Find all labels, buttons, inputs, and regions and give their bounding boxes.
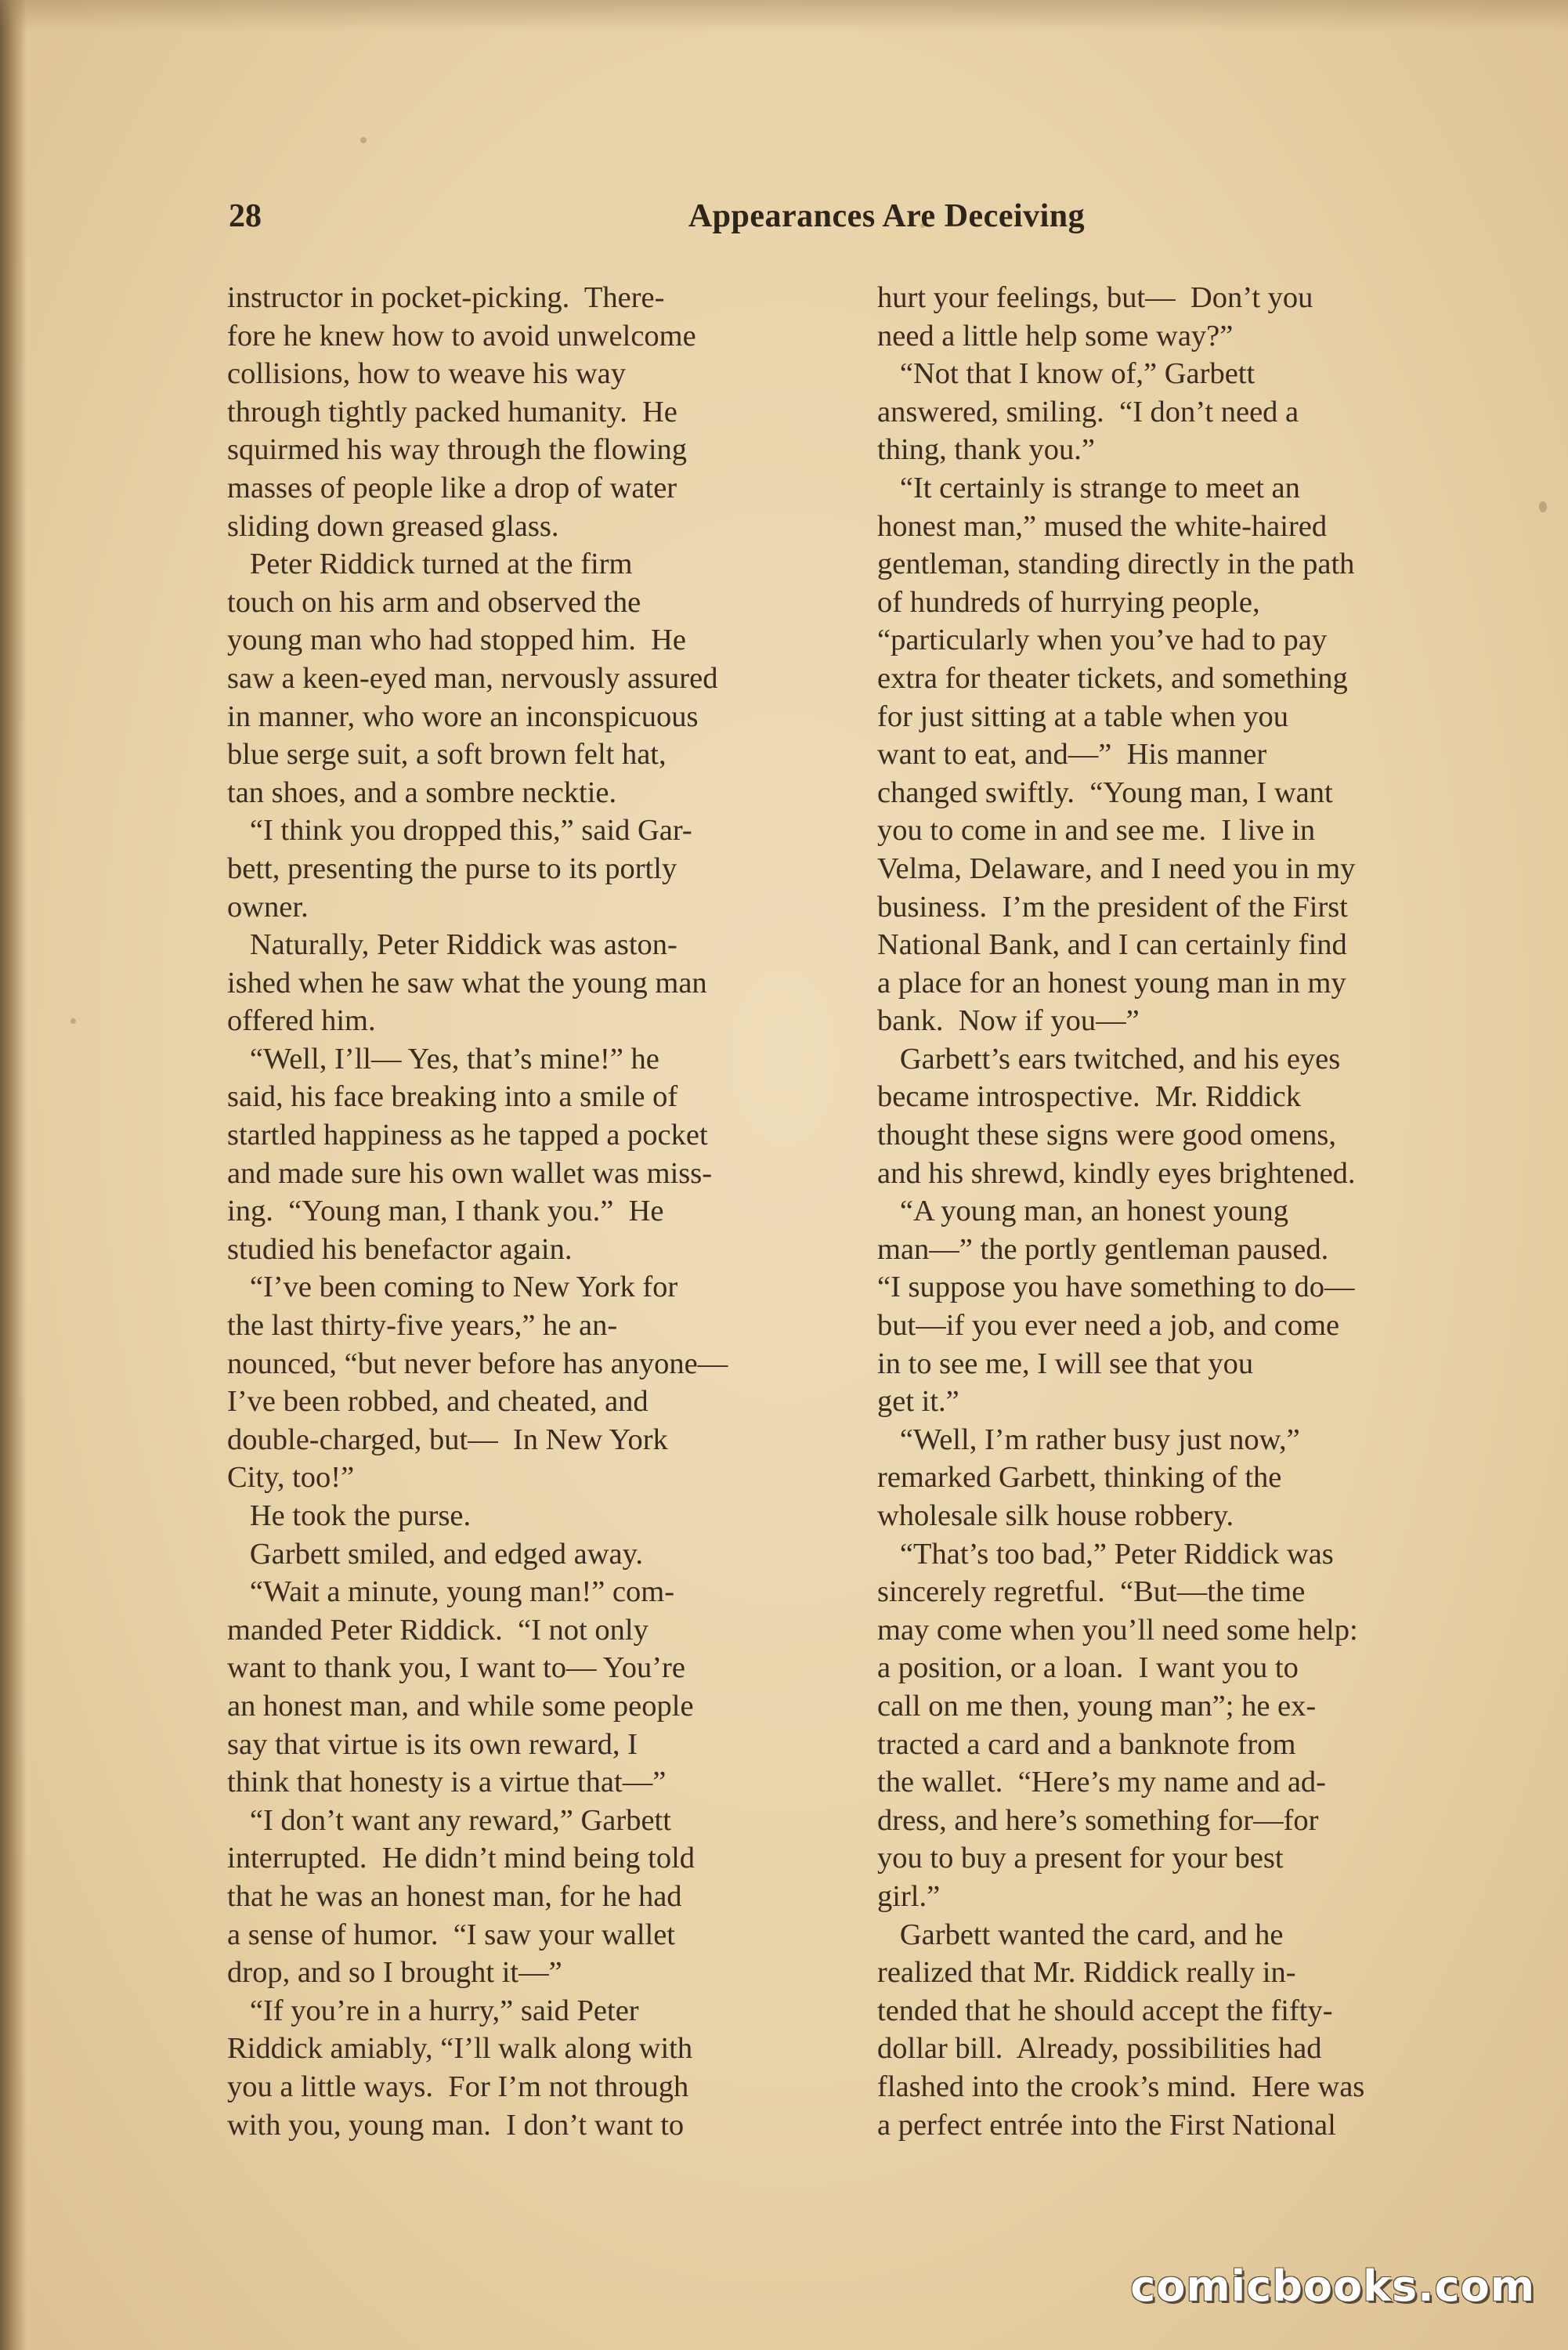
text-line: changed swiftly. “Young man, I want <box>877 776 1333 809</box>
text-line: drop, and so I brought it—” <box>227 1956 562 1990</box>
text-line: girl.” <box>877 1879 941 1913</box>
text-line: squirmed his way through the flowing <box>227 433 688 467</box>
text-line: Naturally, Peter Riddick was aston- <box>227 928 677 962</box>
text-line: a position, or a loan. I want you to <box>877 1651 1299 1685</box>
text-line: and made sure his own wallet was miss- <box>227 1156 713 1190</box>
text-line: tan shoes, and a sombre necktie. <box>227 776 617 809</box>
text-line: tended that he should accept the fifty- <box>877 1994 1333 2027</box>
text-line: “Well, I’ll— Yes, that’s mine!” he <box>227 1042 659 1076</box>
text-line: but—if you ever need a job, and come <box>877 1309 1340 1343</box>
page-top-shadow <box>0 0 1568 31</box>
text-line: flashed into the crook’s mind. Here was <box>877 2070 1365 2103</box>
text-line: want to thank you, I want to— You’re <box>227 1651 685 1685</box>
text-line: you to buy a present for your best <box>877 1842 1284 1875</box>
text-line: masses of people like a drop of water <box>227 471 677 504</box>
text-line: owner. <box>227 890 309 924</box>
text-line: say that virtue is its own reward, I <box>227 1727 638 1761</box>
text-line: I’ve been robbed, and cheated, and <box>227 1385 649 1419</box>
text-line: a sense of humor. “I saw your wallet <box>227 1918 675 1951</box>
text-line: answered, smiling. “I don’t need a <box>877 395 1299 428</box>
text-line: remarked Garbett, thinking of the <box>877 1461 1282 1495</box>
text-line: extra for theater tickets, and something <box>877 661 1348 695</box>
text-line: business. I’m the president of the First <box>877 890 1348 924</box>
text-line: thought these signs were good omens, <box>877 1119 1336 1152</box>
paper-speck <box>1539 501 1547 512</box>
text-line: need a little help some way?” <box>877 319 1234 352</box>
text-line: “Not that I know of,” Garbett <box>877 357 1255 391</box>
text-line: “I don’t want any reward,” Garbett <box>227 1803 671 1837</box>
text-line: of hundreds of hurrying people, <box>877 585 1260 619</box>
text-line: for just sitting at a table when you <box>877 700 1288 733</box>
text-line: “If you’re in a hurry,” said Peter <box>227 1994 639 2027</box>
text-column-right <box>877 279 1480 2144</box>
text-line: you a little ways. For I’m not through <box>227 2070 689 2103</box>
paper-speck <box>360 137 367 143</box>
text-line: touch on his arm and observed the <box>227 585 641 619</box>
text-line: gentleman, standing directly in the path <box>877 548 1355 581</box>
text-line: instructor in pocket-picking. There- <box>227 281 665 314</box>
text-line: a perfect entrée into the First National <box>877 2108 1336 2142</box>
text-line: National Bank, and I can certainly find <box>877 928 1347 962</box>
text-line: think that honesty is a virtue that—” <box>227 1766 667 1799</box>
text-line: hurt your feelings, but— Don’t you <box>877 281 1313 314</box>
text-line: bank. Now if you—” <box>877 1004 1140 1038</box>
text-line: Garbett wanted the card, and he <box>877 1918 1284 1951</box>
text-line: “I think you dropped this,” said Gar- <box>227 814 692 848</box>
page-binding-edge <box>0 0 27 2350</box>
text-line: young man who had stopped him. He <box>227 624 686 657</box>
text-line: “That’s too bad,” Peter Riddick was <box>877 1537 1334 1571</box>
text-column-left <box>227 279 830 2144</box>
text-line: He took the purse. <box>227 1499 471 1532</box>
text-line: “I’ve been coming to New York for <box>227 1271 678 1304</box>
text-line: ished when he saw what the young man <box>227 966 707 1000</box>
text-line: Garbett smiled, and edged away. <box>227 1537 643 1571</box>
text-line: in to see me, I will see that you <box>877 1347 1254 1380</box>
text-line: may come when you’ll need some help: <box>877 1613 1358 1647</box>
page-header <box>229 197 1498 244</box>
text-line: Riddick amiably, “I’ll walk along with <box>227 2032 693 2066</box>
paper-speck <box>70 1018 76 1024</box>
text-line: sincerely regretful. “But—the time <box>877 1575 1306 1609</box>
text-line: call on me then, young man”; he ex- <box>877 1689 1317 1723</box>
text-line: fore he knew how to avoid unwelcome <box>227 319 696 352</box>
text-line: with you, young man. I don’t want to <box>227 2108 685 2142</box>
text-line: bett, presenting the purse to its portly <box>227 851 677 885</box>
text-line: manded Peter Riddick. “I not only <box>227 1613 649 1647</box>
text-line: you to come in and see me. I live in <box>877 814 1316 848</box>
text-line: “I suppose you have something to do— <box>877 1271 1355 1304</box>
text-line: an honest man, and while some people <box>227 1689 694 1723</box>
watermark-logo: comicbooks.com <box>1130 2261 1535 2311</box>
page-number: 28 <box>229 198 262 234</box>
text-line: the last thirty-five years,” he an- <box>227 1309 618 1343</box>
text-line: Velma, Delaware, and I need you in my <box>877 851 1356 885</box>
text-line: “particularly when you’ve had to pay <box>877 624 1328 657</box>
text-line: thing, thank you.” <box>877 433 1096 467</box>
text-line: collisions, how to weave his way <box>227 357 626 391</box>
running-title: Appearances Are Deceiving <box>688 198 1086 234</box>
text-line: saw a keen-eyed man, nervously assured <box>227 661 718 695</box>
text-line: tracted a card and a banknote from <box>877 1727 1296 1761</box>
text-line: man—” the portly gentleman paused. <box>877 1232 1329 1266</box>
text-line: studied his benefactor again. <box>227 1232 573 1266</box>
text-line: became introspective. Mr. Riddick <box>877 1080 1301 1114</box>
text-line: “A young man, an honest young <box>877 1195 1289 1228</box>
text-line: double-charged, but— In New York <box>227 1423 668 1456</box>
text-line: a place for an honest young man in my <box>877 966 1346 1000</box>
text-line: Peter Riddick turned at the firm <box>227 548 633 581</box>
text-line: “It certainly is strange to meet an <box>877 471 1300 504</box>
text-line: offered him. <box>227 1004 376 1038</box>
text-line: sliding down greased glass. <box>227 509 559 543</box>
text-line: ing. “Young man, I thank you.” He <box>227 1195 664 1228</box>
text-line: get it.” <box>877 1385 959 1419</box>
text-line: said, his face breaking into a smile of <box>227 1080 678 1114</box>
text-line: through tightly packed humanity. He <box>227 395 677 428</box>
text-line: in manner, who wore an inconspicuous <box>227 700 699 733</box>
text-line: want to eat, and—” His manner <box>877 738 1267 772</box>
text-line: nounced, “but never before has anyone— <box>227 1347 728 1380</box>
text-line: wholesale silk house robbery. <box>877 1499 1234 1532</box>
text-line: realized that Mr. Riddick really in- <box>877 1956 1296 1990</box>
text-line: honest man,” mused the white-haired <box>877 509 1328 543</box>
text-line: “Wait a minute, young man!” com- <box>227 1575 675 1609</box>
text-line: the wallet. “Here’s my name and ad- <box>877 1766 1326 1799</box>
text-line: blue serge suit, a soft brown felt hat, <box>227 738 667 772</box>
text-line: startled happiness as he tapped a pocket <box>227 1119 708 1152</box>
text-line: and his shrewd, kindly eyes brightened. <box>877 1156 1356 1190</box>
text-line: interrupted. He didn’t mind being told <box>227 1842 695 1875</box>
text-line: “Well, I’m rather busy just now,” <box>877 1423 1300 1456</box>
text-line: that he was an honest man, for he had <box>227 1879 682 1913</box>
text-line: Garbett’s ears twitched, and his eyes <box>877 1042 1341 1076</box>
text-line: dollar bill. Already, possibilities had <box>877 2032 1322 2066</box>
text-line: City, too!” <box>227 1461 355 1495</box>
text-line: dress, and here’s something for—for <box>877 1803 1319 1837</box>
